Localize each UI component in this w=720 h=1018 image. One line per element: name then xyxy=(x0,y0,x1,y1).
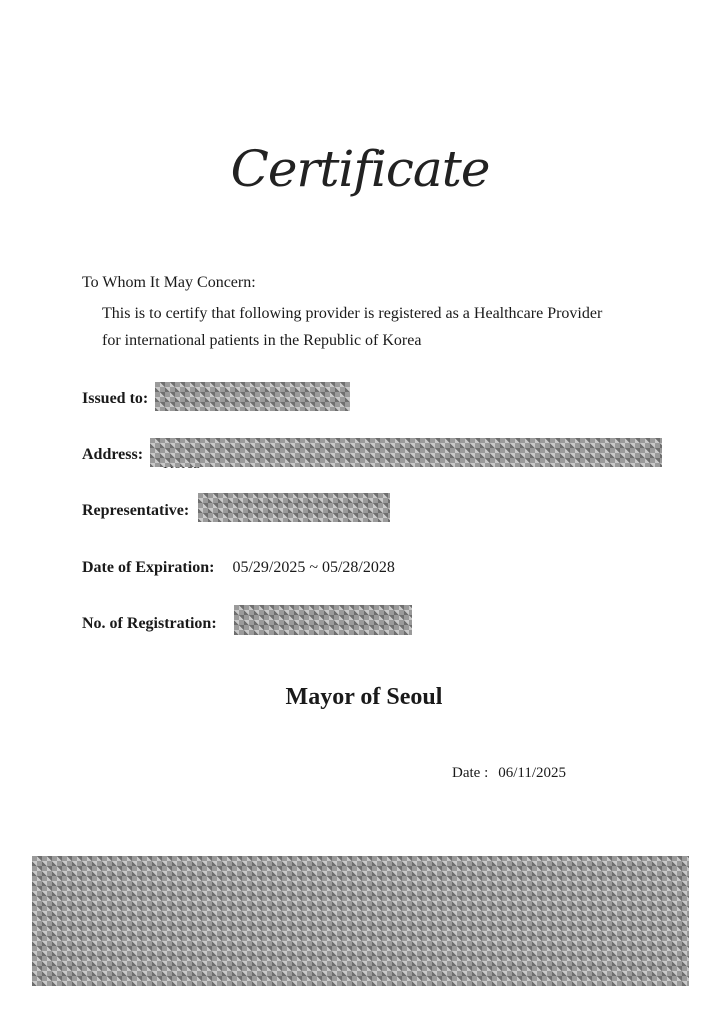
issued-to-redaction xyxy=(155,382,350,411)
expiration-value: 05/29/2025 ~ 05/28/2028 xyxy=(232,559,395,576)
expiration-label: Date of Expiration: xyxy=(82,559,215,576)
representative-label: Representative: xyxy=(82,502,190,519)
statement-line-2: for international patients in the Republic of Korea xyxy=(102,332,422,349)
issuer-name: Mayor of Seoul xyxy=(285,684,443,710)
salutation: To Whom It May Concern: xyxy=(82,274,256,291)
expiration-row xyxy=(82,559,395,577)
statement-line-1: This is to certify that following provider is registered as a Healthcare Provider xyxy=(102,305,603,322)
address-label: Address: xyxy=(82,446,144,463)
certificate-title: Certificate xyxy=(230,140,490,198)
representative-redaction xyxy=(198,493,390,522)
certificate-statement xyxy=(102,300,602,354)
issue-date xyxy=(452,765,566,782)
date-value: 06/11/2025 xyxy=(498,765,567,781)
address-redaction xyxy=(150,438,662,467)
issued-to-label: Issued to: xyxy=(82,390,149,407)
seal-redaction xyxy=(32,856,689,986)
registration-label: No. of Registration: xyxy=(82,615,217,632)
date-label: Date : xyxy=(452,765,489,781)
registration-redaction xyxy=(234,605,412,635)
